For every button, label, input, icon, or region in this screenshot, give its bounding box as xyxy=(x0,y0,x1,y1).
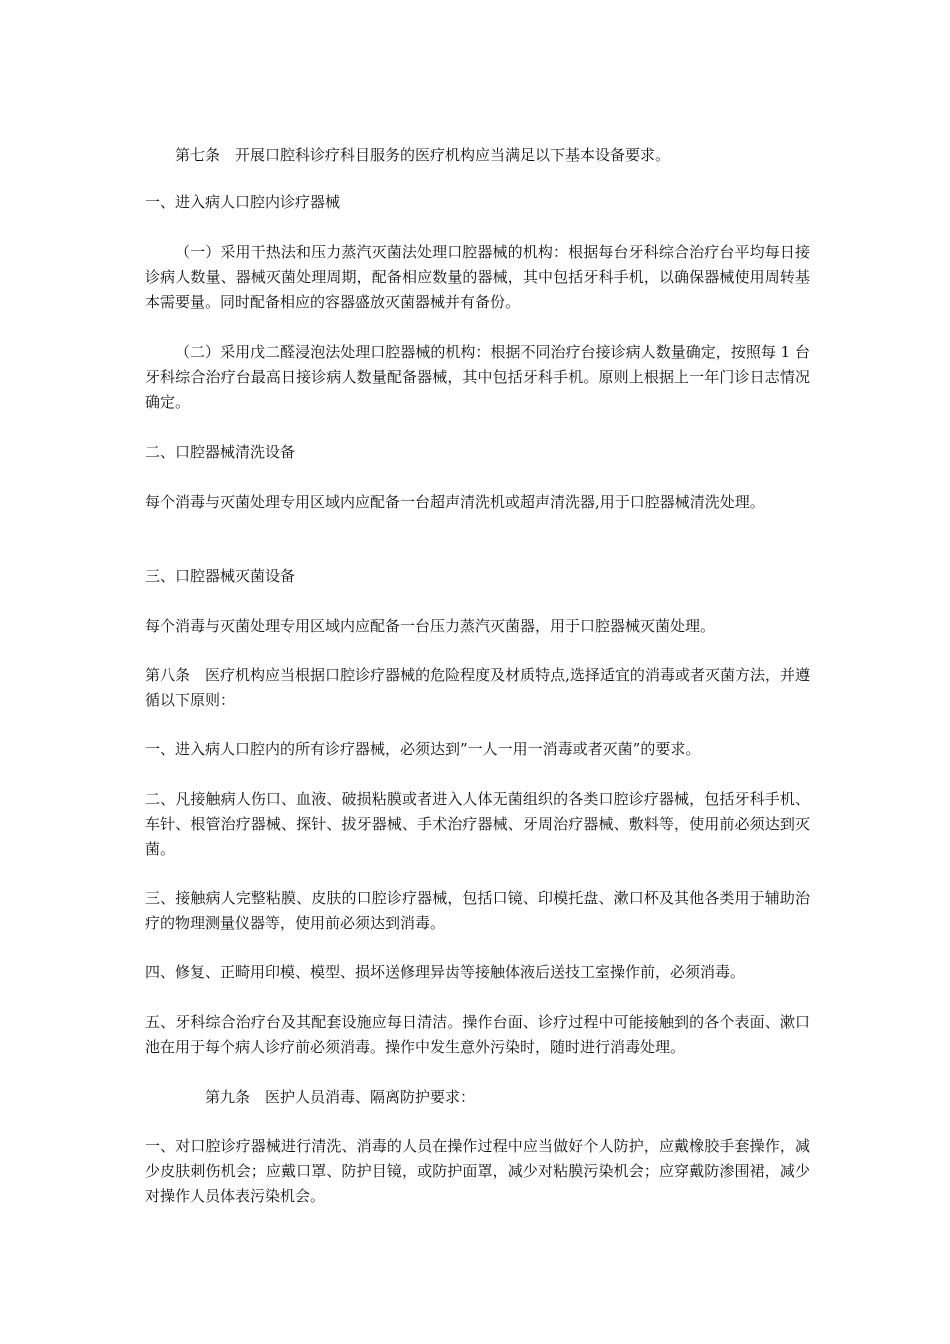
article-7-paragraph: 第七条 开展口腔科诊疗科目服务的医疗机构应当满足以下基本设备要求。 xyxy=(175,146,671,164)
item-1-dry-heat-paragraph: （一）采用干热法和压力蒸汽灭菌法处理口腔器械的机构：根据每台牙科综合治疗台平均每日接诊病人数量、器械灭菌处理周期，配备相应数量的器械，其中包括牙科手机，以确保器械使用周转基本需要量。同时配备相应的容器盛放灭菌器械并有备份。 xyxy=(145,243,810,311)
section-heading-oral-instruments: 一、进入病人口腔内诊疗器械 xyxy=(145,193,341,211)
article-8-rule-1: 一、进入病人口腔内的所有诊疗器械，必须达到”一人一用一消毒或者灭菌”的要求。 xyxy=(145,740,701,758)
section-heading-sterilization-equipment: 三、口腔器械灭菌设备 xyxy=(145,567,296,585)
section-heading-cleaning-equipment: 二、口腔器械清洗设备 xyxy=(145,443,296,461)
article-8-rule-4: 四、修复、正畸用印模、模型、损坏送修理异齿等接触体液后送技工室操作前，必须消毒。 xyxy=(145,963,746,981)
cleaning-equipment-paragraph: 每个消毒与灭菌处理专用区域内应配备一台超声清洗机或超声清洗器,用于口腔器械清洗处理。 xyxy=(145,493,765,511)
article-8-rule-3: 三、接触病人完整粘膜、皮肤的口腔诊疗器械，包括口镜、印模托盘、漱口杯及其他各类用于辅助治疗的物理测量仪器等，使用前必须达到消毒。 xyxy=(145,889,810,932)
item-2-glutaraldehyde-paragraph: （二）采用戊二醛浸泡法处理口腔器械的机构：根据不同治疗台接诊病人数量确定，按照每 1 台牙科综合治疗台最高日接诊病人数量配备器械，其中包括牙科手机。原则上根据上一年门诊日志情况确定。 xyxy=(145,343,810,411)
article-9-rule-1: 一、对口腔诊疗器械进行清洗、消毒的人员在操作过程中应当做好个人防护，应戴橡胶手套操作，减少皮肤刺伤机会；应戴口罩、防护目镜，或防护面罩，减少对粘膜污染机会；应穿戴防渗围裙，减少对操作人员体表污染机会。 xyxy=(145,1137,810,1205)
article-8-rule-2: 二、凡接触病人伤口、血液、破损粘膜或者进入人体无菌组织的各类口腔诊疗器械，包括牙科手机、车针、根管治疗器械、探针、拔牙器械、手术治疗器械、牙周治疗器械、敷料等，使用前必须达到灭菌。 xyxy=(145,790,810,858)
sterilization-equipment-paragraph: 每个消毒与灭菌处理专用区域内应配备一台压力蒸汽灭菌器，用于口腔器械灭菌处理。 xyxy=(145,617,716,635)
article-8-paragraph: 第八条 医疗机构应当根据口腔诊疗器械的危险程度及材质特点,选择适宜的消毒或者灭菌方法，并遵循以下原则： xyxy=(145,666,810,709)
article-9-paragraph: 第九条 医护人员消毒、隔离防护要求： xyxy=(205,1088,476,1106)
article-8-rule-5: 五、牙科综合治疗台及其配套设施应每日清洁。操作台面、诊疗过程中可能接触到的各个表面、漱口池在用于每个病人诊疗前必须消毒。操作中发生意外污染时，随时进行消毒处理。 xyxy=(145,1013,810,1056)
